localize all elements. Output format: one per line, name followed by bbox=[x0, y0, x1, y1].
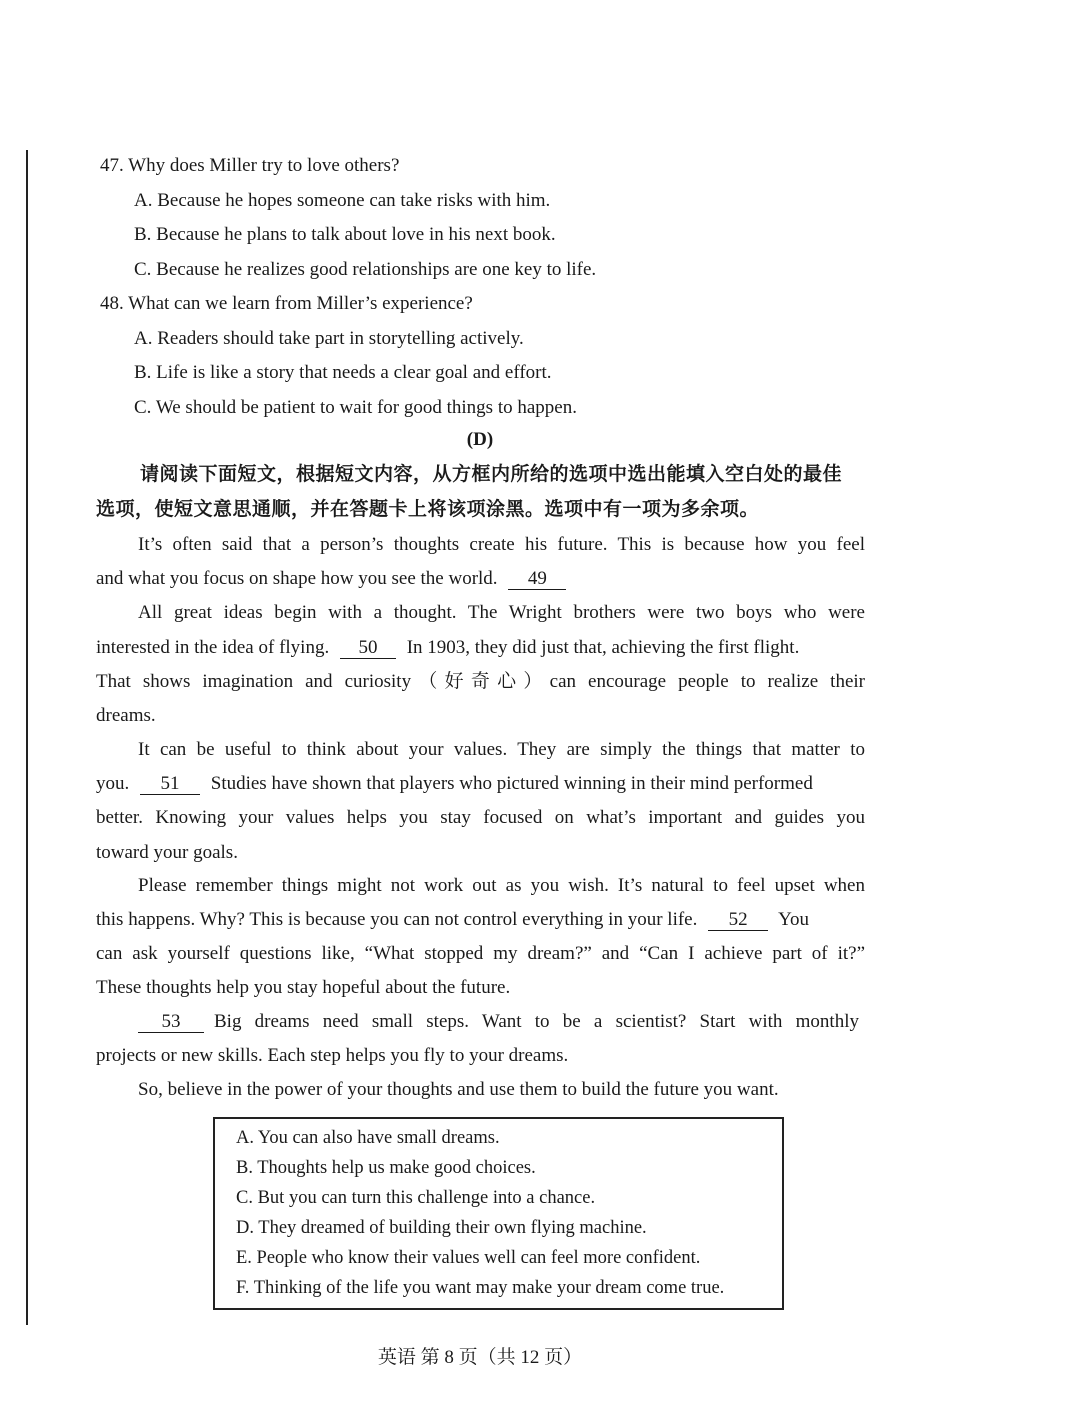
page-footer: 英语 第 8 页（共 12 页） bbox=[377, 1347, 583, 1368]
choice-a: A. You can also have small dreams. bbox=[236, 1128, 500, 1148]
passage-p2-text-b: In 1903, they did just that, achieving the first flight. bbox=[406, 637, 800, 658]
passage-p4-line-1: Please remember things might not work out as you wish. It’s natural to feel upset when bbox=[138, 875, 865, 896]
passage-p4-text-a: this happens. Why? This is because you can not control everything in your life. bbox=[96, 909, 698, 930]
blank-51: 51 bbox=[140, 774, 200, 795]
choice-e: E. People who know their values well can feel more confident. bbox=[236, 1248, 701, 1268]
page-margin-rule bbox=[26, 150, 28, 1325]
section-d-instruction-line-1: 请阅读下面短文，根据短文内容，从方框内所给的选项中选出能填入空白处的最佳 bbox=[140, 463, 843, 485]
blank-49: 49 bbox=[508, 569, 566, 590]
passage-p3-line-2 bbox=[96, 772, 813, 796]
question-47-option-c: C. Because he realizes good relationships are one key to life. bbox=[134, 259, 597, 280]
passage-p2-text-a: interested in the idea of flying. bbox=[96, 637, 330, 658]
passage-p4-line-2 bbox=[96, 908, 809, 932]
passage-p2-line-3: That shows imagination and curiosity（好奇心）can encourage people to realize their bbox=[96, 671, 865, 692]
choice-f: F. Thinking of the life you want may make your dream come true. bbox=[236, 1278, 725, 1298]
question-47-stem: 47. Why does Miller try to love others? bbox=[100, 155, 400, 176]
passage-p5-line-1 bbox=[138, 1010, 859, 1034]
blank-53: 53 bbox=[138, 1012, 204, 1033]
passage-p3-line-1: It can be useful to think about your values. They are simply the things that matter to bbox=[138, 739, 865, 760]
choice-c: C. But you can turn this challenge into a chance. bbox=[236, 1188, 596, 1208]
passage-p3-line-3: better. Knowing your values helps you stay focused on what’s important and guides you bbox=[96, 807, 865, 828]
blank-50: 50 bbox=[340, 638, 396, 659]
passage-p6: So, believe in the power of your thoughts and use them to build the future you want. bbox=[138, 1079, 779, 1100]
passage-p5-line-2: projects or new skills. Each step helps you fly to your dreams. bbox=[96, 1045, 569, 1066]
answer-options-box bbox=[213, 1117, 784, 1310]
question-48-option-c: C. We should be patient to wait for good things to happen. bbox=[134, 397, 577, 418]
choice-d: D. They dreamed of building their own flying machine. bbox=[236, 1218, 647, 1238]
passage-p4-line-4: These thoughts help you stay hopeful about the future. bbox=[96, 977, 511, 998]
question-48-option-b: B. Life is like a story that needs a clear goal and effort. bbox=[134, 362, 552, 383]
question-48-option-a: A. Readers should take part in storytelling actively. bbox=[134, 328, 524, 349]
passage-p3-text-a: you. bbox=[96, 773, 130, 794]
passage-p4-text-b: You bbox=[778, 909, 809, 930]
passage-p3-line-4: toward your goals. bbox=[96, 842, 238, 863]
question-48-stem: 48. What can we learn from Miller’s experience? bbox=[100, 293, 473, 314]
passage-p3-text-b: Studies have shown that players who pictured winning in their mind performed bbox=[210, 773, 813, 794]
passage-p1-text: and what you focus on shape how you see the world. bbox=[96, 568, 498, 589]
question-47-option-b: B. Because he plans to talk about love in his next book. bbox=[134, 224, 556, 245]
section-d-heading: (D) bbox=[466, 429, 494, 450]
passage-p4-line-3: can ask yourself questions like, “What stopped my dream?” and “Can I achieve part of it?” bbox=[96, 943, 865, 964]
blank-52: 52 bbox=[708, 910, 768, 931]
question-47-option-a: A. Because he hopes someone can take risks with him. bbox=[134, 190, 551, 211]
passage-p2-line-2 bbox=[96, 636, 799, 660]
passage-p2-line-4: dreams. bbox=[96, 705, 156, 726]
choice-b: B. Thoughts help us make good choices. bbox=[236, 1158, 536, 1178]
passage-p2-line-1: All great ideas begin with a thought. The Wright brothers were two boys who were bbox=[138, 602, 865, 623]
passage-p5-text: Big dreams need small steps. Want to be a scientist? Start with monthly bbox=[214, 1011, 859, 1032]
passage-p1-line-2 bbox=[96, 567, 566, 591]
passage-p1-line-1: It’s often said that a person’s thoughts create his future. This is because how you feel bbox=[138, 534, 865, 555]
section-d-instruction-line-2: 选项，使短文意思通顺，并在答题卡上将该项涂黑。选项中有一项为多余项。 bbox=[96, 498, 760, 520]
